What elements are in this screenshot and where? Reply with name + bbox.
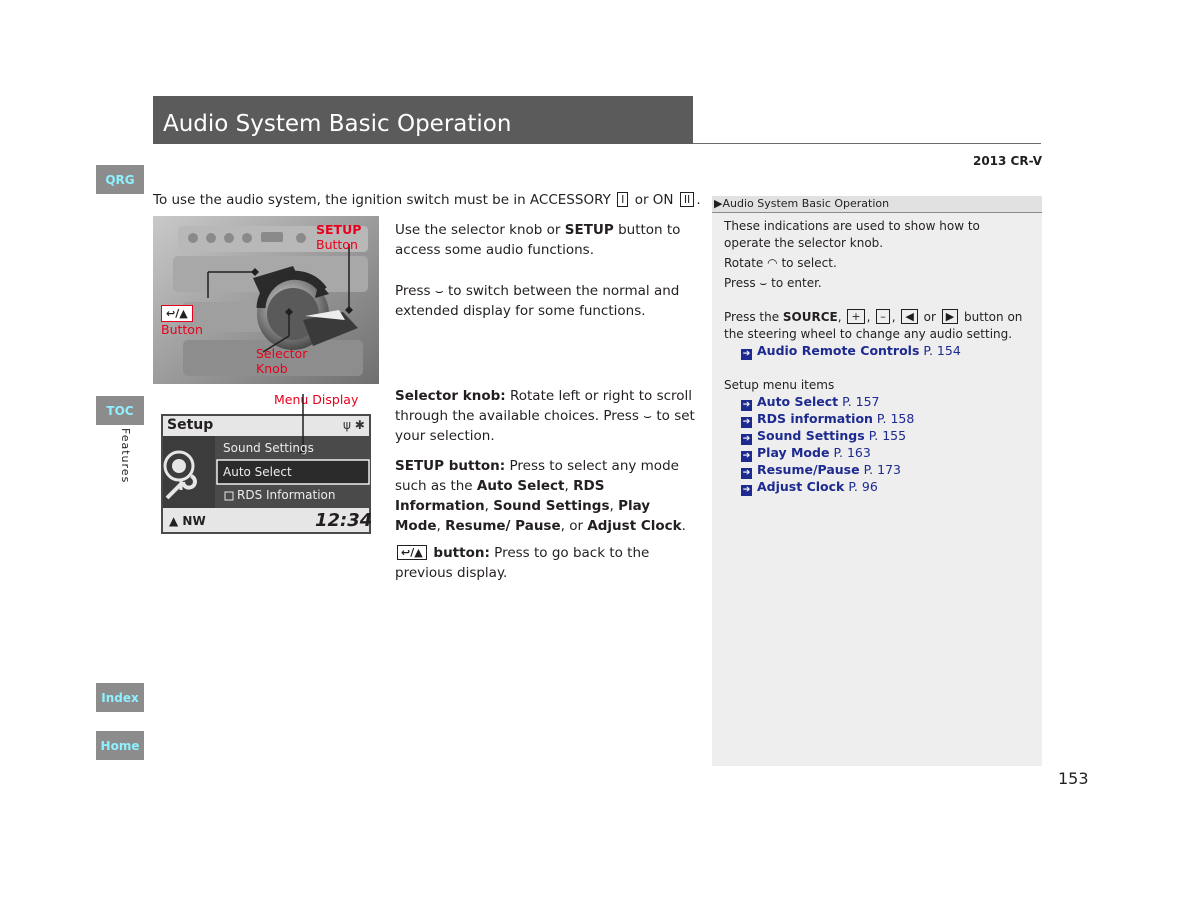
menu-display-callout: Menu Display — [274, 392, 359, 407]
intro-line — [153, 192, 701, 208]
ref-link[interactable] — [741, 479, 878, 496]
p4-sep: , — [484, 498, 494, 514]
press-knob-icon: ⌣ — [759, 276, 768, 290]
section-label: Features — [119, 428, 132, 484]
link-label[interactable]: Adjust Clock — [757, 479, 845, 494]
selector-callout-line2: Knob — [256, 361, 288, 376]
ref-link[interactable] — [741, 411, 914, 428]
status-icons: ψ ✱ — [343, 418, 365, 432]
ref-link[interactable] — [741, 428, 906, 445]
heading-arrow-icon: ▶ — [714, 197, 723, 210]
intro-text: To use the audio system, the ignition switch must be in ACCESSORY — [153, 192, 611, 208]
setup-button-callout — [316, 222, 361, 252]
index-button[interactable]: Index — [96, 683, 144, 712]
p4-end: . — [681, 518, 686, 534]
press-knob-icon: ⌣ — [434, 283, 444, 299]
rotate-text: Rotate — [724, 256, 764, 270]
minus-key-icon: – — [876, 309, 890, 324]
link-label[interactable]: RDS information — [757, 411, 873, 426]
p2-text-end: to switch between the normal and extended display for some functions. — [395, 283, 680, 319]
menu-item[interactable]: Sound Settings — [223, 441, 314, 455]
selector-callout-line1: Selector — [256, 346, 308, 361]
source-bold: SOURCE — [782, 310, 838, 324]
ref-link[interactable] — [741, 445, 871, 462]
setup-callout-bold: SETUP — [316, 222, 362, 237]
right-key-icon: ▶ — [942, 309, 958, 324]
sidebar-press — [724, 275, 822, 292]
paragraph-selector-knob — [395, 386, 695, 446]
source-or: or — [919, 310, 940, 324]
rotate-knob-icon: ◠ — [767, 256, 778, 270]
p5-bold: button: — [428, 545, 490, 561]
sidebar-source: Press the SOURCE, + , – , ◀ or ▶ button on the steering wheel to change any audio setting. — [724, 310, 1023, 341]
ref-link[interactable] — [741, 394, 880, 411]
paragraph-setup-button — [395, 456, 695, 536]
p1-text-end: button to access some audio functions. — [395, 222, 681, 258]
source-text: Press the — [724, 310, 783, 324]
sidebar-rotate — [724, 255, 837, 272]
mode-resume-pause: Resume/ Pause — [445, 518, 561, 534]
compass-direction: ▲ NW — [169, 514, 206, 528]
setup-callout-label: Button — [316, 237, 358, 252]
qrg-button[interactable]: QRG — [96, 165, 144, 194]
link-arrow-icon: ➔ — [742, 349, 751, 359]
link-page[interactable]: P. 155 — [868, 428, 907, 443]
link-page[interactable]: P. 154 — [923, 343, 961, 358]
back-button-label: Button — [161, 322, 203, 337]
link-page[interactable]: P. 163 — [833, 445, 871, 460]
mode-adjust-clock: Adjust Clock — [587, 518, 682, 534]
p2-text: Press — [395, 283, 435, 299]
plus-key-icon: + — [847, 309, 864, 324]
back-button-glyph: ↩/▲ — [397, 545, 427, 560]
menu-item-selected[interactable]: Auto Select — [223, 465, 292, 479]
mode-sound-settings: Sound Settings — [493, 498, 610, 514]
intro-mid: or ON — [634, 192, 674, 208]
source-text-end: button on the steering wheel to change any audio setting. — [724, 310, 1023, 341]
link-label[interactable]: Sound Settings — [757, 428, 865, 443]
mode-play-mode: Play Mode — [395, 498, 651, 534]
back-button-callout — [161, 302, 203, 337]
control-panel-photo — [153, 216, 379, 384]
p3-text-end: to set your selection. — [395, 408, 695, 444]
link-arrow-icon: ➔ — [742, 400, 751, 410]
link-page[interactable]: P. 157 — [842, 394, 880, 409]
screen-title: Setup — [167, 417, 214, 433]
p4-text: Press to select any mode such as the — [395, 458, 679, 494]
home-button[interactable]: Home — [96, 731, 144, 760]
sidebar-heading-text: Audio System Basic Operation — [722, 197, 890, 210]
page-title: Audio System Basic Operation — [163, 111, 512, 137]
p4-sep: , — [436, 518, 446, 534]
title-rule — [693, 143, 1041, 144]
mode-rds-information: RDS Information — [395, 478, 605, 514]
clock-display: 12:34 — [315, 510, 373, 531]
setup-items-heading: Setup menu items — [724, 378, 835, 392]
link-arrow-icon: ➔ — [742, 468, 751, 478]
press-text: Press — [724, 276, 756, 290]
link-label[interactable]: Play Mode — [757, 445, 830, 460]
on-key: II — [680, 192, 695, 207]
p1-bold: SETUP — [564, 222, 614, 238]
paragraph-press-knob — [395, 281, 695, 321]
p5-text: Press to go back to the previous display. — [395, 545, 650, 581]
link-label[interactable]: Resume/Pause — [757, 462, 860, 477]
accessory-key: I — [617, 192, 628, 207]
sidebar-intro: These indications are used to show how to operate the selector knob. — [724, 219, 980, 250]
link-arrow-icon: ➔ — [742, 417, 751, 427]
menu-item[interactable]: RDS Information — [237, 488, 336, 502]
p4-sep: , or — [560, 518, 588, 534]
link-arrow-icon: ➔ — [742, 485, 751, 495]
sidebar-heading — [712, 196, 1042, 213]
p3-text: Rotate left or right to scroll through the available choices. Press — [395, 388, 693, 424]
paragraph-selector-intro — [395, 220, 695, 260]
link-arrow-icon: ➔ — [742, 434, 751, 444]
p4-sep: , — [609, 498, 619, 514]
source-sep: , — [837, 310, 846, 324]
link-page[interactable]: P. 96 — [848, 479, 878, 494]
link-page[interactable]: P. 158 — [876, 411, 915, 426]
link-label[interactable]: Auto Select — [757, 394, 839, 409]
compass-value: NW — [182, 514, 206, 528]
back-button-glyph: ↩/▲ — [161, 305, 193, 322]
link-arrow-icon: ➔ — [742, 451, 751, 461]
left-key-icon: ◀ — [901, 309, 917, 324]
mode-auto-select: Auto Select — [476, 478, 565, 494]
press-knob-icon: ⌣ — [643, 408, 653, 424]
press-text-end: to enter. — [771, 276, 822, 290]
ref-link[interactable] — [741, 462, 901, 479]
p4-sep: , — [564, 478, 574, 494]
model-label: 2013 CR-V — [972, 154, 1042, 168]
rotate-text-end: to select. — [781, 256, 837, 270]
p4-bold: SETUP button: — [395, 458, 506, 474]
p3-bold: Selector knob: — [395, 388, 506, 404]
intro-end: . — [696, 192, 701, 208]
paragraph-back-button — [395, 543, 695, 583]
remote-controls-link[interactable] — [741, 343, 961, 360]
selector-knob-callout — [256, 346, 307, 376]
toc-button[interactable]: TOC — [96, 396, 144, 425]
p1-text: Use the selector knob or — [395, 222, 565, 238]
link-page[interactable]: P. 173 — [863, 462, 901, 477]
page-number: 153 — [1058, 769, 1089, 788]
menu-display-figure — [153, 390, 379, 558]
link-label[interactable]: Audio Remote Controls — [757, 343, 920, 358]
